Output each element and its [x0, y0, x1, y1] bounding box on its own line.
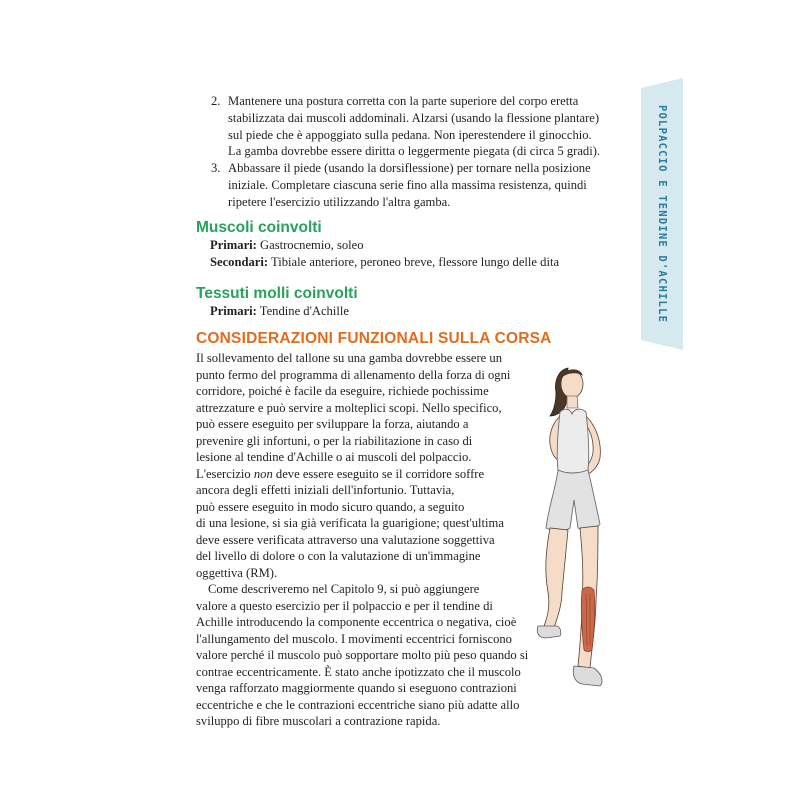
chapter-side-tab-label-wrap [641, 78, 683, 350]
body-line: Achille introducendo la componente eccentrica o negativa, cioè [196, 615, 517, 629]
body-line: eccentriche e che le contrazioni eccentriche siano più adatte allo [196, 697, 520, 712]
step-number: 2. [211, 94, 221, 108]
body-text-span: deve essere eseguito se il corridore soffre [272, 466, 485, 481]
body-line: corridore, poiché è facile da eseguire, richiede pochissime [196, 384, 489, 398]
body-line: Come descriveremo nel Capitolo 9, si può aggiungere [208, 582, 480, 596]
body-line: può essere eseguito per sviluppare la forza, aiutando a [196, 417, 469, 431]
body-line: del livello di dolore o con la valutazione di un'immagine [196, 549, 481, 563]
body-line: sviluppo di fibre muscolari a contrazione rapida. [196, 714, 441, 728]
body-line: prevenire gli infortuni, o per la riabilitazione in caso di [196, 433, 473, 448]
body-line: oggettiva (RM). [196, 565, 278, 580]
muscles-secondary-label: Secondari: [210, 255, 269, 269]
body-line: lesione al tendine d'Achille o ai muscoli del polpaccio. [196, 450, 472, 464]
body-line: valore perché il muscolo può sopportare molto più peso quando si [196, 648, 529, 662]
body-line: di una lesione, si sia già verificata la guarigione; quest'ultima [196, 516, 504, 530]
body-line: contrae eccentricamente. È stato anche ipotizzato che il muscolo [196, 664, 521, 679]
step-line: iniziale. Completare ciascuna serie fino alla massima resistenza, quindi [228, 177, 587, 192]
body-line: valore a questo esercizio per il polpaccio e per il tendine di [196, 598, 493, 613]
soft-tissue-section [196, 284, 358, 320]
exercise-steps [197, 93, 617, 211]
muscles-heading: Muscoli coinvolti [196, 219, 322, 236]
body-line-italic [196, 466, 556, 483]
step-item [197, 160, 617, 210]
step-line: Abbassare il piede (usando la dorsiflessione) per tornare nella posizione [228, 161, 591, 176]
step-line: La gamba dovrebbe essere diritta o leggermente piegata (di circa 5 gradi). [228, 144, 601, 159]
body-line: l'allungamento del muscolo. I movimenti eccentrici forniscono [196, 631, 512, 646]
muscles-primary-value: Gastrocnemio, soleo [256, 238, 364, 252]
body-line: punto fermo del programma di allenamento della forza di ogni [196, 367, 511, 382]
step-line: ripetere l'esercizio utilizzando l'altra gamba. [228, 194, 451, 209]
step-item [197, 93, 617, 160]
runner-illustration [520, 360, 630, 700]
chapter-side-tab-label: POLPACCIO E TENDINE D'ACHILLE [656, 104, 668, 324]
soft-tissue-heading: Tessuti molli coinvolti [196, 285, 358, 302]
soft-tissue-primary-value: Tendine d'Achille [256, 304, 349, 318]
body-line: attrezzature e può servire a molteplici scopi. Nello specifico, [196, 400, 502, 415]
considerations-heading: CONSIDERAZIONI FUNZIONALI SULLA CORSA [196, 330, 552, 347]
body-line: Il sollevamento del tallone su una gamba dovrebbe essere un [196, 351, 503, 365]
step-line: Mantenere una postura corretta con la parte superiore del corpo eretta [228, 94, 579, 108]
step-number: 3. [211, 161, 221, 176]
muscles-section [196, 218, 559, 271]
soft-tissue-primary-label: Primari: [210, 304, 257, 318]
body-line: venga rafforzato maggiormente quando si eseguono contrazioni [196, 681, 517, 695]
muscles-primary [210, 237, 559, 254]
body-line: ancora degli effetti iniziali dell'infortunio. Tuttavia, [196, 483, 455, 497]
muscles-primary-label: Primari: [210, 238, 257, 252]
considerations-body [196, 350, 556, 730]
step-line: sul piede che è appoggiato sulla pedana. Non iperestendere il ginocchio. [228, 127, 592, 142]
step-line: stabilizzata dai muscoli addominali. Alzarsi (usando la flessione plantare) [228, 110, 600, 125]
muscles-secondary [210, 254, 559, 271]
body-line: può essere eseguito in modo sicuro quando, a seguito [196, 499, 465, 514]
body-text-span: L'esercizio [196, 466, 254, 481]
body-line: deve essere verificata attraverso una valutazione soggettiva [196, 532, 495, 547]
soft-tissue-primary [210, 303, 358, 320]
body-italic-word: non [253, 466, 273, 481]
muscles-secondary-value: Tibiale anteriore, peroneo breve, flessore lungo delle dita [268, 255, 560, 269]
